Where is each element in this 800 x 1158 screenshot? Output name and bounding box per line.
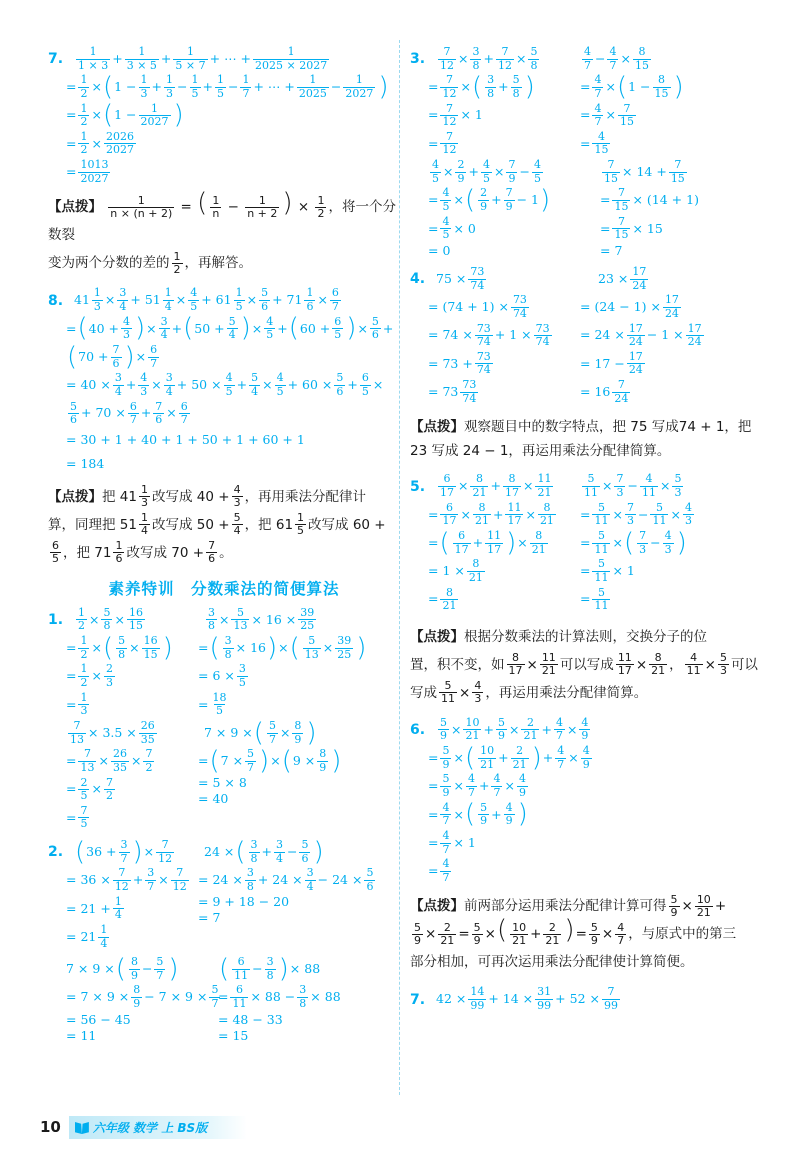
ellipsis: + ⋯ + [253, 79, 295, 95]
question-number: 7. [48, 51, 64, 68]
question-5: 5. $\frac{6}{17}$ × $\frac{8}{21}$ + $\frac{8}{17}$ × $\frac{11}{21}$ = $\frac{6}{17}$ × $\frac{8}{21}$ + $\frac{11}{17}$ × $\frac{8}{21}$ = ( $\frac{6}{17}$ + $\frac{11}{17}$ ) × $\frac{8}{21}$ = 1 × $\frac{8}{21}$ = $\frac{8}{21}$ $\frac{5}{11}$ × $\frac{7}{3}$ − $\frac{4}{11}$ × $\frac{5}{3}$ = $\frac{5}{11}$ × $\frac{7}{3}$ − $\frac{5}{11}$ × $\frac{4}{3}$ = $\frac{5}{11}$ × ( $\frac{7}{3}$ − $\frac{4}{3}$ ) = $\frac{5}{11}$ × 1 = $\frac{5}{11}$ [410, 472, 692, 613]
section-title: 素养特训 分数乘法的简便算法 [108, 579, 340, 598]
step: = 30 + 1 + 40 + 1 + 50 + 1 + 60 + 1 [66, 431, 305, 447]
book-label [69, 1116, 247, 1139]
question-number: 4. [410, 271, 426, 288]
tip-7: 【点拨】 $\frac{1}{n \times (n + 2)}$ = ( $\frac{1}{n}$ − $\frac{1}{n + 2}$ ) × $\frac{1}{2}$ ，将一个分数裂 变为两个分数的差的 $\frac{1}{2}$ ，再解答。 [48, 188, 396, 276]
question-8: 8. 41 $\frac{1}{3}$ × $\frac{3}{4}$ + 51 $\frac{1}{4}$ × $\frac{4}{5}$ + 61 $\frac{1}{5}$ × $\frac{5}{6}$ + 71 $\frac{1}{6}$ × $\frac{6}{7}$ = ( 40 + $\frac{4}{3}$ ) × $\frac{3}{4}$ + ( 50 + $\frac{5}{4}$ ) × $\frac{4}{5}$ + ( 60 + $\frac{6}{5}$ ) × $\frac{5}{6}$ + ( 70 + $\frac{7}{6}$ ) × $\frac{6}{7}$ = 40 × $\frac{3}{4}$ + $\frac{4}{3}$ × $\frac{3}{4}$ + 50 × $\frac{4}{5}$ + $\frac{5}{4}$ × $\frac{4}{5}$ + 60 × $\frac{5}{6}$ + $\frac{6}{5}$ × $\frac{5}{6}$ + 70 × $\frac{6}{7}$ + $\frac{7}{6}$ × $\frac{6}{7}$ = 30 + 1 + 40 + 1 + 50 + 1 + 60 + 1 = 184 [48, 287, 400, 474]
left-column [48, 46, 400, 1045]
question-6: 6. $\frac{5}{9}$ × $\frac{10}{21}$ + $\frac{5}{9}$ × $\frac{2}{21}$ + $\frac{4}{7}$ × $\frac{4}{9}$ = $\frac{5}{9}$ × ( $\frac{10}{21}$ + $\frac{2}{21}$ ) + $\frac{4}{7}$ × $\frac{4}{9}$ = $\frac{5}{9}$ × $\frac{4}{7}$ + $\frac{4}{7}$ × $\frac{4}{9}$ = $\frac{4}{7}$ × ( $\frac{5}{9}$ + $\frac{4}{9}$ ) = $\frac{4}{7}$ × 1 = $\frac{4}{7}$ [410, 715, 590, 884]
tip-6: 【点拨】前两部分运用乘法分配律计算可得 $\frac{5}{9}$ × $\frac{10}{21}$ + $\frac{5}{9}$ × $\frac{2}{21}$ = $\frac{5}{9}$ ×( $\frac{10}{21}$ + $\frac{2}{21}$ )= $\frac{5}{9}$ × $\frac{4}{7}$ ，与原式中的第三 部分相加，可再次运用乘法分配律使计算简便。 [410, 892, 737, 971]
question-number: 8. [48, 292, 64, 309]
page-footer [40, 1116, 247, 1138]
tip-4: 【点拨】观察题目中的数字特点，把 75 写成74 + 1，把 23 写成 24 − 1，再运用乘法分配律简算。 [410, 419, 752, 460]
question-number: 1. [48, 611, 64, 628]
question-2: 2. ( 36 + $\frac{3}{7}$ ) × $\frac{7}{12}$ = 36 × $\frac{7}{12}$ + $\frac{3}{7}$ × $\frac{7}{12}$ = 21 + $\frac{1}{4}$ = 21 $\frac{1}{4}$ 24 × ( $\frac{3}{8}$ + $\frac{3}{4}$ − $\frac{5}{6}$ ) = 24 × $\frac{3}{8}$ + 24 × $\frac{3}{4}$ − 24 × $\frac{5}{6}$ = 9 + 18 − 20 = 7 7 × 9 × ( $\frac{8}{9}$ − $\frac{5}{7}$ ) = 7 × 9 × $\frac{8}{9}$ − 7 × 9 × $\frac{5}{7}$ = 56 − 45 = 11 ( $\frac{6}{11}$ − $\frac{3}{8}$ ) × 88 = $\frac{6}{11}$ × 88 − $\frac{3}{8}$ × 88 = 48 − 33 = 15 [48, 836, 374, 1043]
question-number: 7. [410, 991, 426, 1008]
question-7-right: 7. 42 × $\frac{14}{99}$ + 14 × $\frac{31}{99}$ + 52 × $\frac{7}{99}$ [410, 985, 618, 1013]
book-icon [75, 1122, 89, 1134]
question-1: 1. $\frac{1}{2}$ × $\frac{5}{8}$ × $\frac{16}{15}$ = $\frac{1}{2}$ × ( $\frac{5}{8}$ × $\frac{16}{15}$ ) = $\frac{1}{2}$ × $\frac{2}{3}$ = $\frac{1}{3}$ $\frac{3}{8}$ × $\frac{5}{13}$ × 16 × $\frac{39}{25}$ = ( $\frac{3}{8}$ × 16 ) × ( $\frac{5}{13}$ × $\frac{39}{25}$ ) = 6 × $\frac{3}{5}$ = $\frac{18}{5}$ $\frac{7}{13}$ × 3.5 × $\frac{26}{35}$ = $\frac{7}{13}$ × $\frac{26}{35}$ × $\frac{7}{2}$ = $\frac{2}{5}$ × $\frac{7}{2}$ = $\frac{7}{5}$ 7 × 9 × ( $\frac{5}{7}$ × $\frac{8}{9}$ ) = ( 7 × $\frac{5}{7}$ ) × ( 9 × $\frac{8}{9}$ ) = 5 × 8 = 40 [48, 605, 367, 831]
ellipsis: + ⋯ + [209, 50, 252, 66]
question-number: 6. [410, 721, 426, 738]
step: = 184 [66, 455, 105, 471]
question-number: 3. [410, 51, 426, 68]
question-number: 5. [410, 478, 426, 495]
question-3: 3. $\frac{7}{12}$ × $\frac{3}{8}$ + $\frac{7}{12}$ × $\frac{5}{8}$ = $\frac{7}{12}$ × ( $\frac{3}{8}$ + $\frac{5}{8}$ ) = $\frac{7}{12}$ × 1 = $\frac{7}{12}$ $\frac{4}{7}$ − $\frac{4}{7}$ × $\frac{8}{15}$ = $\frac{4}{7}$ × ( 1 − $\frac{8}{15}$ ) = $\frac{4}{7}$ × $\frac{7}{15}$ = $\frac{4}{15}$ $\frac{4}{5}$ × $\frac{2}{9}$ + $\frac{4}{5}$ × $\frac{7}{9}$ − $\frac{4}{5}$ = $\frac{4}{5}$ × ( $\frac{2}{9}$ + $\frac{7}{9}$ − 1 ) = $\frac{4}{5}$ × 0 = 0 $\frac{7}{15}$ × 14 + $\frac{7}{15}$ = $\frac{7}{15}$ × (14 + 1) = $\frac{7}{15}$ × 15 = 7 [410, 45, 699, 258]
tip-5: 【点拨】根据分数乘法的计算法则，交换分子的位 置，积不变，如 $\frac{8}{17}$ × $\frac{11}{21}$ 可以写成 $\frac{11}{17}$ × $\frac{8}{21}$ ， $\frac{4}{11}$ × $\frac{5}{3}$ 可以 写成 $\frac{5}{11}$ × $\frac{4}{3}$ ，再运用乘法分配律简算。 [410, 628, 758, 706]
question-4: 4. 75 × $\frac{73}{74}$ = (74 + 1) × $\frac{73}{74}$ = 74 × $\frac{73}{74}$ + 1 × $\frac{73}{74}$ = 73 + $\frac{73}{74}$ = 73 $\frac{73}{74}$ 23 × $\frac{17}{24}$ = (24 − 1) × $\frac{17}{24}$ = 24 × $\frac{17}{24}$ − 1 × $\frac{17}{24}$ = 17 − $\frac{17}{24}$ = 16 $\frac{7}{24}$ [410, 264, 702, 405]
right-column [410, 46, 760, 1015]
question-number: 2. [48, 844, 64, 861]
page-number: 10 [40, 1118, 61, 1136]
question-7: 7. $\frac{1}{1 \times 3}$ + $\frac{1}{3 \times 5}$ + $\frac{1}{5 \times 7}$ + ⋯ + $\frac{1}{2025 \times 2027}$ = $\frac{1}{2}$ × ( 1 − $\frac{1}{3}$ + $\frac{1}{3}$ − $\frac{1}{5}$ + $\frac{1}{5}$ − $\frac{1}{7}$ + ⋯ + $\frac{1}{2025}$ − $\frac{1}{2027}$ ) = $\frac{1}{2}$ × ( 1 − $\frac{1}{2027}$ ) = $\frac{1}{2}$ × $\frac{2026}{2027}$ = $\frac{1013}{2027}$ [48, 45, 389, 185]
book-title: 六年级 数学 上 BS版 [92, 1120, 208, 1135]
tip-8: 【点拨】把 41 $\frac{1}{3}$ 改写成 40 + $\frac{4}{3}$ ，再用乘法分配律计 算，同理把 51 $\frac{1}{4}$ 改写成 50 + $\frac{5}{4}$ ，把 61 $\frac{1}{5}$ 改写成 60 + $\frac{6}{5}$ ，把 71 $\frac{1}{6}$ 改写成 70 + $\frac{7}{6}$ 。 [48, 483, 386, 566]
